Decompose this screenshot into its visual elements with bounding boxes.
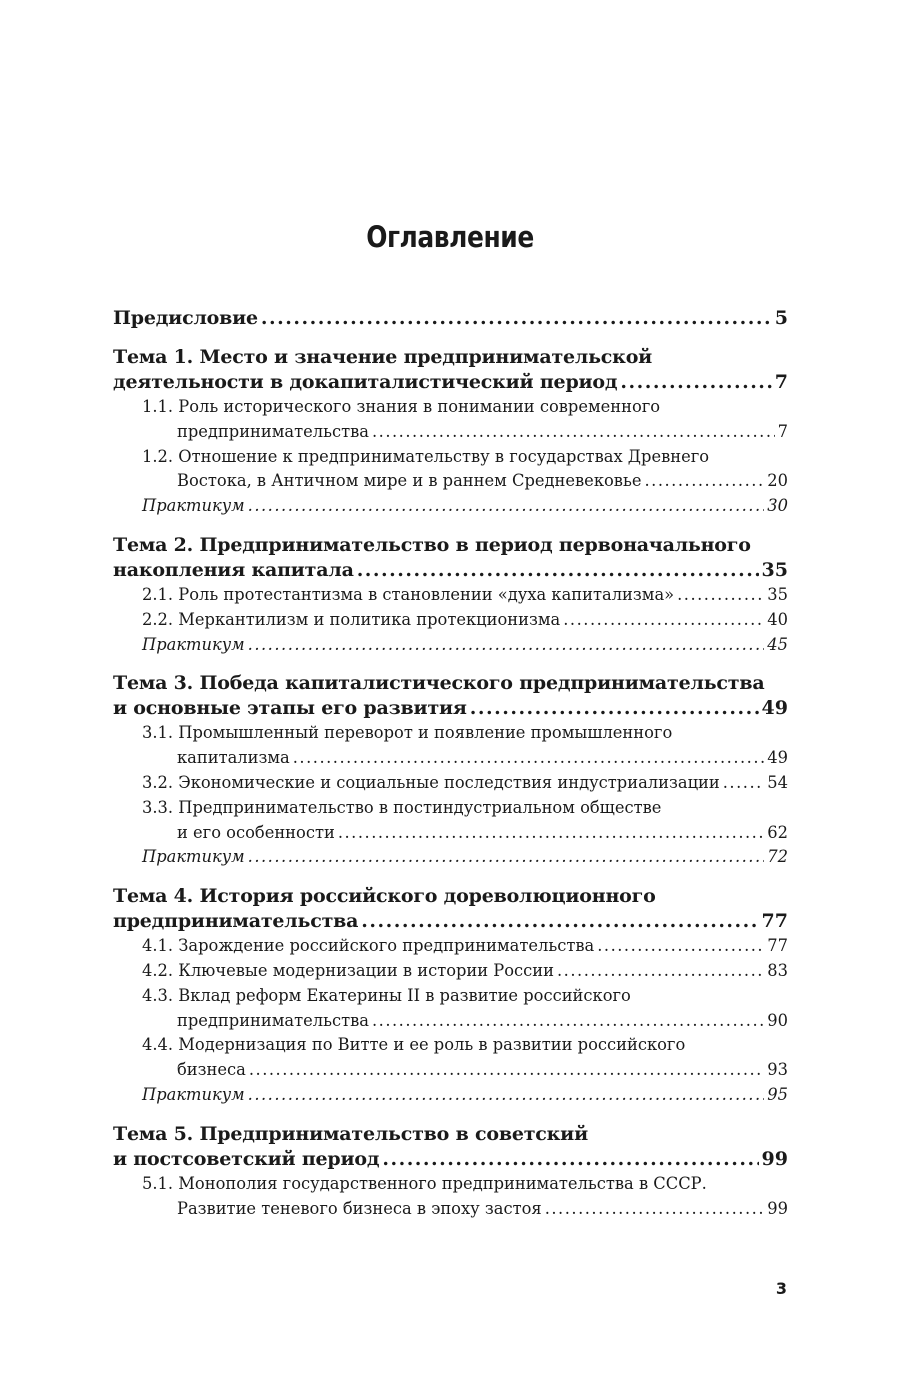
leader-dots: [563, 608, 764, 633]
toc-practicum[interactable]: [113, 845, 788, 870]
toc-subsection-text: 3.3. Предпринимательство в постиндустриальном обществе: [142, 797, 662, 817]
leader-dots: [545, 1197, 765, 1222]
page-ref: 7: [777, 421, 788, 441]
toc-section: [113, 1122, 788, 1222]
toc-heading[interactable]: [113, 558, 788, 583]
toc-section: [113, 884, 788, 1108]
toc-section: [113, 533, 788, 657]
toc-subsection[interactable]: [113, 934, 788, 959]
toc-practicum-text: Практикум: [142, 847, 245, 867]
toc-practicum[interactable]: [113, 633, 788, 658]
toc-subsection[interactable]: [113, 1058, 788, 1083]
leader-dots: [372, 420, 775, 445]
leader-dots: [470, 696, 759, 721]
toc-subsection[interactable]: [113, 821, 788, 846]
page-ref: 83: [767, 960, 788, 980]
toc-subsection-text: капитализма: [177, 748, 290, 768]
toc-subsection[interactable]: [113, 959, 788, 984]
leader-dots: [249, 1058, 764, 1083]
toc-subsection-text: 4.4. Модернизация по Витте и ее роль в развитии российского: [142, 1035, 686, 1055]
toc-subsection[interactable]: [113, 608, 788, 633]
toc-heading[interactable]: [113, 306, 788, 331]
toc-heading-text: деятельности в докапиталистический период: [113, 371, 618, 393]
toc-subsection[interactable]: [113, 469, 788, 494]
toc-heading-text: Предисловие: [113, 307, 258, 329]
toc-subsection[interactable]: [113, 1009, 788, 1034]
table-of-contents: [113, 306, 788, 1235]
leader-dots: [557, 959, 764, 984]
toc-heading-line[interactable]: [113, 671, 788, 696]
toc-subsection-text: 4.2. Ключевые модернизации в истории России: [142, 960, 554, 980]
page-ref: 93: [767, 1060, 788, 1080]
toc-heading-line[interactable]: [113, 533, 788, 558]
leader-dots: [372, 1009, 764, 1034]
toc-subsection-text: 3.1. Промышленный переворот и появление промышленного: [142, 723, 673, 743]
toc-heading-text: и основные этапы его развития: [113, 697, 467, 720]
toc-subsection-line[interactable]: [113, 721, 788, 746]
toc-subsection-text: 2.1. Роль протестантизма в становлении «духа капитализма»: [142, 584, 675, 604]
toc-heading-text: Тема 2. Предпринимательство в период первоначального: [113, 533, 751, 556]
leader-dots: [361, 909, 758, 934]
toc-heading[interactable]: [113, 370, 788, 395]
toc-subsection[interactable]: [113, 583, 788, 608]
toc-subsection-text: 1.1. Роль исторического знания в понимании современного: [142, 397, 661, 416]
toc-subsection-text: предпринимательства: [177, 1010, 369, 1030]
toc-subsection-line[interactable]: [113, 984, 788, 1009]
toc-subsection-text: Востока, в Античном мире и в раннем Средневековье: [177, 471, 642, 491]
toc-subsection-text: 1.2. Отношение к предпринимательству в государствах Древнего: [142, 446, 710, 466]
toc-heading[interactable]: [113, 696, 788, 721]
toc-heading-text: Тема 3. Победа капиталистического предпринимательства: [113, 672, 765, 695]
page-ref: 77: [767, 936, 788, 956]
toc-practicum-text: Практикум: [142, 496, 245, 516]
page-ref: 30: [767, 496, 788, 516]
leader-dots: [357, 558, 759, 583]
page-ref: 72: [767, 847, 788, 867]
toc-practicum[interactable]: [113, 1083, 788, 1108]
toc-subsection-text: 4.3. Вклад реформ Екатерины II в развитие российского: [142, 985, 631, 1005]
toc-subsection-text: предпринимательства: [177, 421, 369, 441]
toc-subsection-text: 5.1. Монополия государственного предпринимательства в СССР.: [142, 1173, 707, 1193]
toc-section: [113, 306, 788, 331]
page-ref: 49: [761, 697, 788, 720]
leader-dots: [723, 771, 765, 796]
page-ref: 7: [774, 371, 788, 393]
leader-dots: [597, 934, 764, 959]
toc-heading-text: Тема 1. Место и значение предпринимательской: [113, 346, 653, 368]
toc-subsection-text: и его особенности: [177, 822, 335, 842]
page-ref: 99: [761, 1147, 788, 1170]
leader-dots: [248, 1083, 765, 1108]
page-ref: 40: [767, 609, 788, 629]
page-ref: 90: [767, 1010, 788, 1030]
page-ref: 99: [767, 1198, 788, 1218]
toc-subsection[interactable]: [113, 420, 788, 445]
page-title: Оглавление: [366, 220, 534, 254]
toc-heading-text: накопления капитала: [113, 558, 354, 581]
toc-section: [113, 345, 788, 519]
toc-heading-text: Тема 4. История российского дореволюционного: [113, 885, 656, 908]
toc-subsection-line[interactable]: [113, 395, 788, 420]
leader-dots: [248, 633, 765, 658]
toc-heading-text: Тема 5. Предпринимательство в советский: [113, 1122, 588, 1145]
toc-heading-text: предпринимательства: [113, 910, 359, 933]
leader-dots: [261, 306, 772, 331]
page-ref: 45: [767, 634, 788, 654]
leader-dots: [338, 821, 764, 846]
toc-subsection-text: 4.1. Зарождение российского предпринимательства: [142, 936, 595, 956]
toc-subsection-text: 2.2. Меркантилизм и политика протекционизма: [142, 609, 561, 629]
leader-dots: [677, 583, 764, 608]
toc-subsection-text: 3.2. Экономические и социальные последствия индустриализации: [142, 772, 720, 792]
toc-subsection[interactable]: [113, 771, 788, 796]
toc-subsection-text: бизнеса: [177, 1060, 246, 1080]
leader-dots: [293, 746, 765, 771]
toc-heading[interactable]: [113, 1147, 788, 1172]
toc-heading-line[interactable]: [113, 1122, 788, 1147]
toc-heading-line[interactable]: [113, 345, 788, 370]
page-ref: 62: [767, 822, 788, 842]
page-ref: 35: [761, 558, 788, 581]
leader-dots: [248, 845, 765, 870]
leader-dots: [620, 370, 771, 395]
leader-dots: [382, 1147, 758, 1172]
toc-subsection-text: Развитие теневого бизнеса в эпоху застоя: [177, 1198, 542, 1218]
page-ref: 54: [767, 772, 788, 792]
toc-practicum[interactable]: [113, 494, 788, 519]
toc-subsection-line[interactable]: [113, 796, 788, 821]
page-ref: 20: [767, 471, 788, 491]
toc-practicum-text: Практикум: [142, 634, 245, 654]
toc-subsection-line[interactable]: [113, 1033, 788, 1058]
toc-subsection-line[interactable]: [113, 1172, 788, 1197]
page-ref: 95: [767, 1084, 788, 1104]
toc-subsection[interactable]: [113, 746, 788, 771]
toc-practicum-text: Практикум: [142, 1084, 245, 1104]
page-number: 3: [775, 1279, 787, 1298]
leader-dots: [248, 494, 765, 519]
page-ref: 5: [774, 307, 788, 329]
leader-dots: [644, 469, 764, 494]
toc-subsection[interactable]: [113, 1197, 788, 1222]
toc-heading-line[interactable]: [113, 884, 788, 909]
page-ref: 49: [767, 748, 788, 768]
toc-heading-text: и постсоветский период: [113, 1147, 380, 1170]
toc-section: [113, 671, 788, 870]
page-ref: 35: [767, 584, 788, 604]
toc-subsection-line[interactable]: [113, 445, 788, 470]
page-ref: 77: [761, 910, 788, 933]
toc-heading[interactable]: [113, 909, 788, 934]
